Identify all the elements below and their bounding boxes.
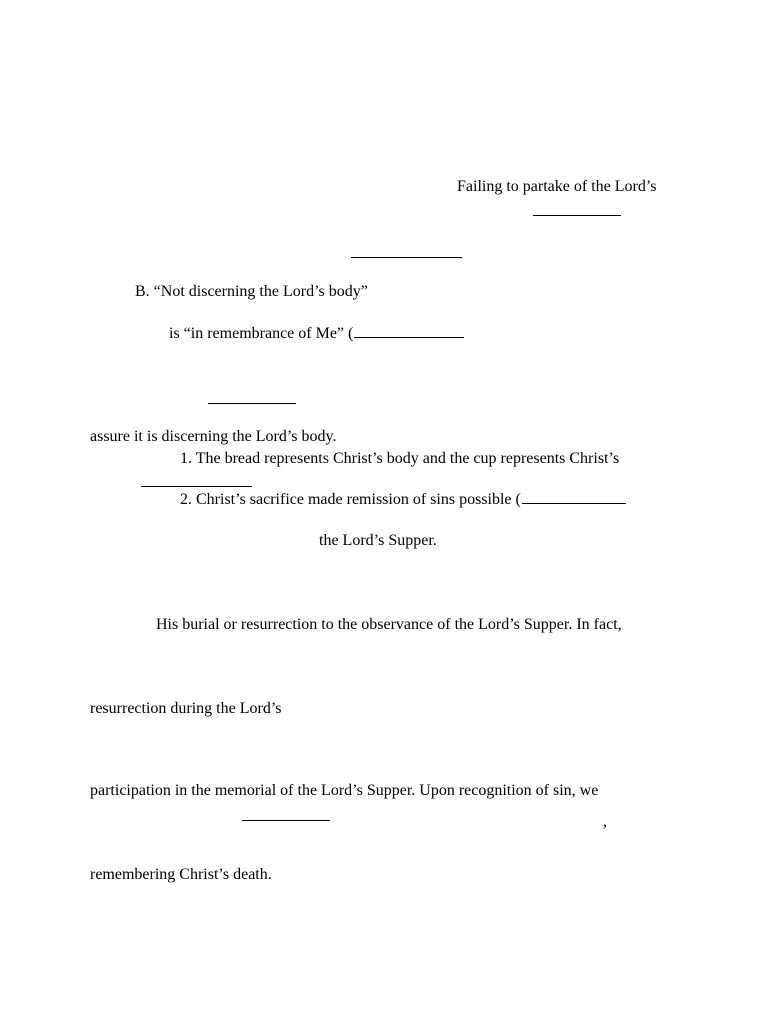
text-line-burial: His burial or resurrection to the observance of the Lord’s Supper. In fact, bbox=[156, 616, 622, 633]
text-line-death: remembering Christ’s death. bbox=[90, 866, 272, 883]
remembrance-text: is “in remembrance of Me” ( bbox=[169, 325, 354, 342]
fill-in-blank bbox=[533, 215, 621, 216]
comma-mark: , bbox=[603, 813, 607, 830]
fill-in-blank bbox=[242, 820, 330, 821]
fill-in-blank bbox=[351, 257, 462, 258]
text-line-participation: participation in the memorial of the Lord’s Supper. Upon recognition of sin, we bbox=[90, 782, 599, 799]
text-line-discerning: assure it is discerning the Lord’s body. bbox=[90, 428, 337, 445]
fill-in-blank bbox=[354, 325, 464, 338]
fill-in-blank bbox=[208, 403, 296, 404]
text-line-lords-supper: the Lord’s Supper. bbox=[319, 532, 437, 549]
list-item-2-text: 2. Christ’s sacrifice made remission of sins possible ( bbox=[180, 491, 521, 508]
text-line-resurrection: resurrection during the Lord’s bbox=[90, 700, 282, 717]
list-item-1: 1. The bread represents Christ’s body and the cup represents Christ’s bbox=[180, 450, 620, 467]
text-line-lords-partake: Failing to partake of the Lord’s bbox=[457, 178, 657, 195]
list-item-2 bbox=[180, 490, 626, 510]
text-line-remembrance bbox=[169, 324, 464, 344]
fill-in-blank bbox=[522, 491, 626, 504]
fill-in-blank bbox=[141, 486, 252, 487]
heading-point-b: B. “Not discerning the Lord’s body” bbox=[135, 283, 368, 300]
